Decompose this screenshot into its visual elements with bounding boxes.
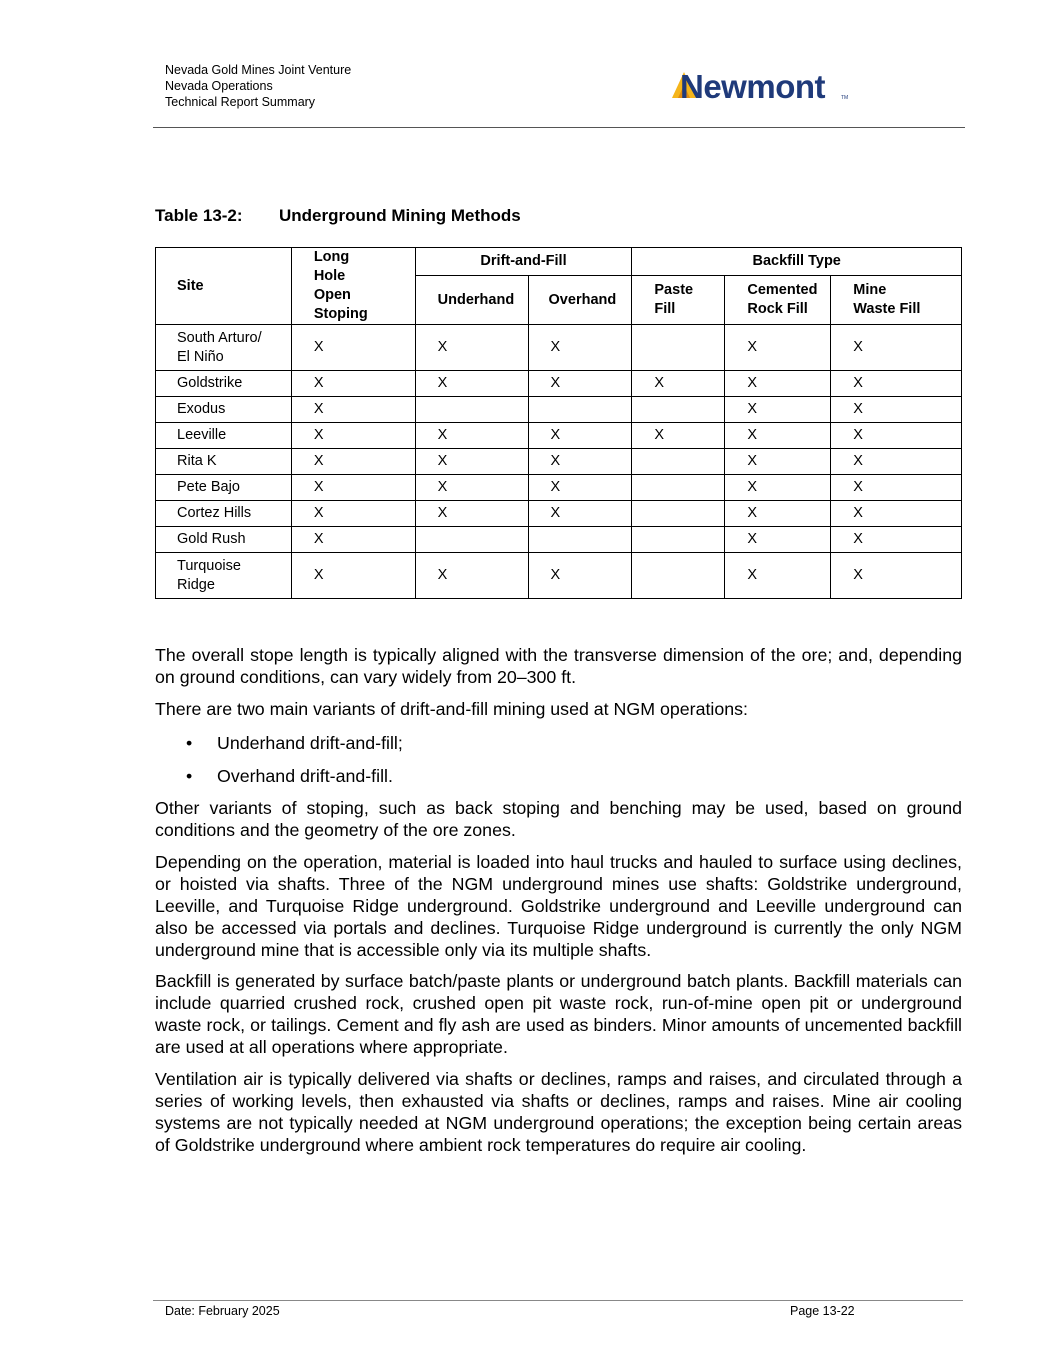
cell: X	[291, 397, 415, 423]
header-line-operations: Nevada Operations	[165, 79, 273, 93]
cell: X	[291, 371, 415, 397]
cell	[415, 527, 528, 553]
footer-rule	[153, 1300, 963, 1301]
header-mine-waste-fill: Mine Waste Fill	[831, 276, 962, 325]
cell: X	[291, 325, 415, 371]
cell: X	[831, 475, 962, 501]
paragraph-text: Other variants of stoping, such as back stoping and benching may be used, based on ground conditions and the geometry of the ore zones.	[155, 798, 962, 840]
cell: X	[831, 527, 962, 553]
table-title: Underground Mining Methods	[279, 206, 521, 225]
bullet-item	[186, 732, 403, 754]
cell: X	[831, 397, 962, 423]
cell: X	[632, 371, 725, 397]
cell	[528, 527, 632, 553]
logo-wordmark: Newmont	[680, 68, 825, 104]
paragraph-haulage	[155, 851, 962, 961]
site-cell: Pete Bajo	[156, 475, 292, 501]
cell: X	[291, 527, 415, 553]
cell: X	[725, 397, 831, 423]
paragraph-text: Backfill is generated by surface batch/paste plants or underground batch plants. Backfill materials can include quarried crushed rock, crushed open pit waste rock, run-of-mine open pit or underground waste rock, or tailings. Cement and fly ash are used as binders. Minor amounts of uncemented backfill are used at all operations where appropriate.	[155, 971, 962, 1057]
newmont-logo	[670, 68, 855, 104]
table-row	[156, 527, 962, 553]
header-line-report: Technical Report Summary	[165, 95, 316, 109]
paragraph-variants-intro	[155, 698, 962, 720]
paragraph-text: There are two main variants of drift-and-fill mining used at NGM operations:	[155, 699, 748, 719]
site-cell: Goldstrike	[156, 371, 292, 397]
cell: X	[725, 475, 831, 501]
cell	[632, 501, 725, 527]
cell: X	[725, 325, 831, 371]
cell: X	[528, 501, 632, 527]
cell: X	[725, 501, 831, 527]
header-overhand: Overhand	[528, 276, 632, 325]
cell: X	[725, 449, 831, 475]
cell: X	[831, 325, 962, 371]
cell: X	[415, 475, 528, 501]
cell	[415, 397, 528, 423]
table-row	[156, 449, 962, 475]
cell: X	[831, 553, 962, 599]
cell	[528, 397, 632, 423]
site-cell: Exodus	[156, 397, 292, 423]
cell: X	[528, 475, 632, 501]
cell	[632, 475, 725, 501]
header-rule	[153, 127, 965, 128]
cell: X	[528, 371, 632, 397]
header-cemented-rock-fill: Cemented Rock Fill	[725, 276, 831, 325]
cell: X	[291, 423, 415, 449]
cell: X	[415, 423, 528, 449]
site-cell: South Arturo/ El Niño	[156, 325, 292, 371]
table-row	[156, 475, 962, 501]
header-paste-fill: Paste Fill	[632, 276, 725, 325]
paragraph-stope-length	[155, 644, 962, 688]
header-drift-fill: Drift-and-Fill	[415, 248, 632, 276]
cell: X	[831, 371, 962, 397]
site-cell: Gold Rush	[156, 527, 292, 553]
cell: X	[725, 423, 831, 449]
table-row	[156, 397, 962, 423]
header-site: Site	[156, 248, 292, 325]
logo-trademark: TM	[841, 95, 849, 101]
cell	[632, 449, 725, 475]
cell: X	[528, 423, 632, 449]
table-row	[156, 501, 962, 527]
cell: X	[632, 423, 725, 449]
bullet-icon: •	[186, 733, 193, 753]
cell: X	[831, 423, 962, 449]
header-long-hole: Long Hole Open Stoping	[291, 248, 415, 325]
cell: X	[415, 371, 528, 397]
cell: X	[725, 371, 831, 397]
bullet-text: Underhand drift-and-fill;	[217, 733, 403, 753]
footer-date: Date: February 2025	[165, 1304, 280, 1318]
table-number: Table 13-2:	[155, 206, 243, 225]
paragraph-text: Ventilation air is typically delivered via shafts or declines, ramps and raises, and circulated through a series of working levels, then exhausted via shafts or declines, ramps and raises. Mine air cooling systems are not typically needed at NGM underground operations; the exception being certain areas of Goldstrike underground where ambient rock temperatures do require air cooling.	[155, 1069, 962, 1155]
document-header	[165, 62, 351, 110]
cell: X	[415, 501, 528, 527]
cell	[632, 553, 725, 599]
cell: X	[528, 449, 632, 475]
paragraph-backfill	[155, 970, 962, 1058]
header-line-company: Nevada Gold Mines Joint Venture	[165, 63, 352, 77]
bullet-item	[186, 765, 393, 787]
site-cell: Turquoise Ridge	[156, 553, 292, 599]
cell: X	[291, 553, 415, 599]
table-row	[156, 423, 962, 449]
cell: X	[415, 553, 528, 599]
cell: X	[291, 449, 415, 475]
cell: X	[291, 501, 415, 527]
footer-page-number: Page 13-22	[790, 1304, 855, 1318]
cell: X	[415, 449, 528, 475]
paragraph-text: Depending on the operation, material is loaded into haul trucks and hauled to surface using declines, or hoisted via shafts. Three of the NGM underground mines use shafts: Goldstrike underground, Leeville, and Turquoise Ridge underground. Goldstrike underground and Leeville underground can also be accessed via portals and declines. Turquoise Ridge underground is currently the only NGM underground mine that is accessible only via its multiple shafts.	[155, 852, 962, 960]
mining-methods-table	[155, 247, 962, 599]
header-backfill-type: Backfill Type	[632, 248, 962, 276]
cell: X	[528, 553, 632, 599]
cell: X	[528, 325, 632, 371]
table-row	[156, 553, 962, 599]
cell: X	[415, 325, 528, 371]
cell: X	[725, 553, 831, 599]
table-row	[156, 325, 962, 371]
bullet-text: Overhand drift-and-fill.	[217, 766, 393, 786]
cell	[632, 397, 725, 423]
table-row	[156, 371, 962, 397]
header-underhand: Underhand	[415, 276, 528, 325]
bullet-icon: •	[186, 766, 193, 786]
cell	[632, 325, 725, 371]
cell	[632, 527, 725, 553]
site-cell: Leeville	[156, 423, 292, 449]
cell: X	[831, 501, 962, 527]
table-caption	[155, 206, 521, 226]
paragraph-other-variants	[155, 797, 962, 841]
site-cell: Cortez Hills	[156, 501, 292, 527]
paragraph-ventilation	[155, 1068, 962, 1156]
site-cell: Rita K	[156, 449, 292, 475]
cell: X	[725, 527, 831, 553]
paragraph-text: The overall stope length is typically aligned with the transverse dimension of the ore; and, depending on ground conditions, can vary widely from 20–300 ft.	[155, 645, 962, 687]
cell: X	[831, 449, 962, 475]
cell: X	[291, 475, 415, 501]
